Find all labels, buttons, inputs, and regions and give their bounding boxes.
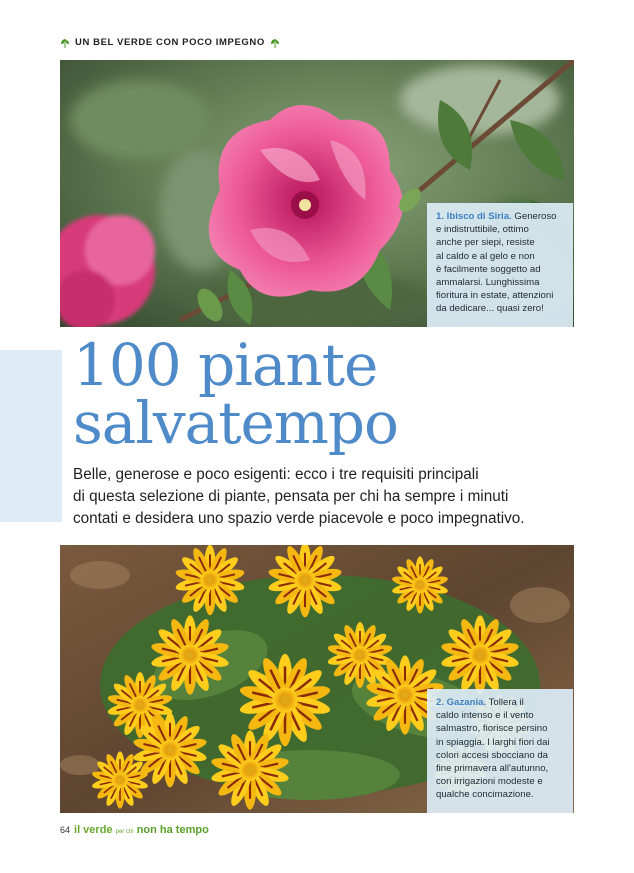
logo-part-3: non ha tempo xyxy=(136,824,209,836)
lead-line-3: contati e desidera uno spazio verde piacevole e poco impegnativo. xyxy=(73,510,525,527)
caption-title: 1. Ibisco di Siria. xyxy=(436,211,512,222)
page-number: 64 xyxy=(60,825,71,835)
caption-line: al caldo e al gelo e non xyxy=(436,250,535,262)
lead-paragraph xyxy=(73,464,573,530)
caption-line: anche per siepi, resiste xyxy=(436,237,535,249)
page-footer xyxy=(60,824,209,836)
page-title xyxy=(73,331,398,457)
caption-line: con irrigazioni modeste e xyxy=(436,776,543,788)
caption-line: caldo intenso e il vento xyxy=(436,710,534,722)
caption-line: salmastro, fiorisce persino xyxy=(436,723,548,735)
caption-line: in spiaggia. I larghi fiori dai xyxy=(436,736,550,748)
caption-line: Tollera il xyxy=(488,697,524,708)
side-accent-bar xyxy=(0,350,62,522)
caption-line: e indistruttibile, ottimo xyxy=(436,224,529,236)
caption-line: colori accesi sbocciano da xyxy=(436,749,548,761)
leaf-icon xyxy=(270,38,280,48)
section-kicker xyxy=(60,37,280,48)
kicker-text: UN BEL VERDE CON POCO IMPEGNO xyxy=(75,37,265,48)
caption-line: Generoso xyxy=(514,211,557,222)
leaf-icon xyxy=(60,38,70,48)
title-line-2: salvatempo xyxy=(73,389,398,457)
caption-title: 2. Gazania. xyxy=(436,697,487,708)
lead-line-1: Belle, generose e poco esigenti: ecco i tre requisiti principali xyxy=(73,466,479,483)
magazine-logo xyxy=(74,824,209,836)
logo-part-1: il verde xyxy=(74,824,113,836)
caption-line: è facilmente soggetto ad xyxy=(436,263,541,275)
title-line-1: 100 piante xyxy=(73,331,378,399)
logo-part-2: per chi xyxy=(115,829,134,835)
caption-gazania xyxy=(427,689,573,813)
caption-ibisco xyxy=(427,203,573,327)
lead-line-2: di questa selezione di piante, pensata per chi ha sempre i minuti xyxy=(73,488,509,505)
caption-line: da dedicare... quasi zero! xyxy=(436,303,544,315)
caption-line: fioritura in estate, attenzioni xyxy=(436,290,554,302)
caption-line: ammalarsi. Lunghissima xyxy=(436,277,540,289)
caption-line: qualche concimazione. xyxy=(436,789,534,801)
caption-line: fine primavera all'autunno, xyxy=(436,763,549,775)
